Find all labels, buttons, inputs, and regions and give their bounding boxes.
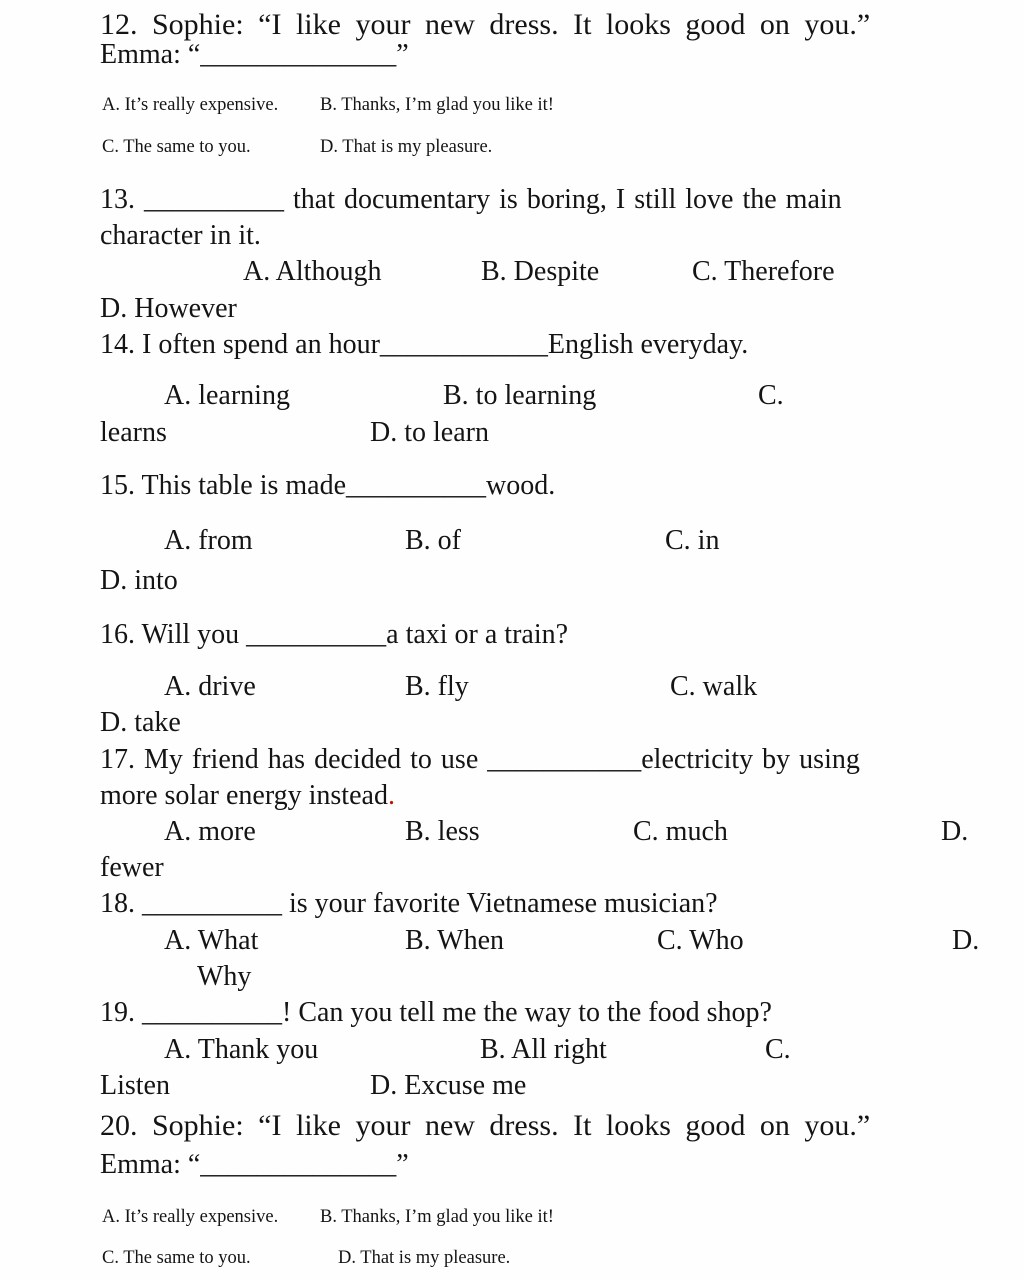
q19-option-d: D. Excuse me — [370, 1070, 527, 1101]
q16-option-d: D. take — [100, 707, 181, 738]
q15-option-c: C. in — [665, 525, 720, 556]
q13-option-c: C. Therefore — [692, 256, 835, 287]
q19-option-c-wrap: Listen — [100, 1070, 170, 1101]
q12-prompt-line1: 12. Sophie: “I like your new dress. It looks good on you.” — [100, 8, 871, 41]
q18-prompt-line1: 18. __________ is your favorite Vietnamese musician? — [100, 888, 718, 919]
q15-option-d: D. into — [100, 565, 178, 596]
q17-option-d-head: D. — [941, 816, 969, 847]
q17-red-period: . — [387, 780, 395, 811]
q15-option-a: A. from — [164, 525, 253, 556]
q13-prompt-line1: 13. __________ that documentary is boring, I still love the main — [100, 184, 842, 215]
q15-option-b: B. of — [405, 525, 461, 556]
q14-option-a: A. learning — [164, 380, 290, 411]
q20-option-b: B. Thanks, I’m glad you like it! — [320, 1207, 554, 1227]
q20-prompt-line2: Emma: “______________” — [100, 1149, 409, 1180]
q12-option-a: A. It’s really expensive. — [102, 95, 279, 115]
q19-prompt-line1: 19. __________! Can you tell me the way to the food shop? — [100, 997, 772, 1028]
q14-option-b: B. to learning — [443, 380, 597, 411]
q19-option-c-head: C. — [765, 1034, 791, 1065]
q17-option-c: C. much — [633, 816, 728, 847]
q12-option-c: C. The same to you. — [102, 137, 251, 157]
q20-option-c: C. The same to you. — [102, 1248, 251, 1268]
q17-prompt-line2 — [100, 781, 395, 812]
q18-option-d-wrap: Why — [197, 961, 252, 992]
q17-prompt-line2-text: more solar energy instead — [100, 780, 388, 811]
q19-option-a: A. Thank you — [164, 1034, 319, 1065]
q14-prompt-line1: 14. I often spend an hour____________English everyday. — [100, 329, 749, 360]
q17-option-a: A. more — [164, 816, 256, 847]
q12-prompt-line2: Emma: “______________” — [100, 39, 409, 70]
q17-option-d-wrap: fewer — [100, 852, 164, 883]
q18-option-b: B. When — [405, 925, 505, 956]
q13-option-b: B. Despite — [481, 256, 600, 287]
q18-option-d-head: D. — [952, 925, 980, 956]
q19-option-b: B. All right — [480, 1034, 607, 1065]
q20-option-d: D. That is my pleasure. — [338, 1248, 511, 1268]
q15-prompt-line1: 15. This table is made__________wood. — [100, 470, 556, 501]
q20-option-a: A. It’s really expensive. — [102, 1207, 279, 1227]
q20-prompt-line1: 20. Sophie: “I like your new dress. It looks good on you.” — [100, 1109, 871, 1142]
q16-option-c: C. walk — [670, 671, 758, 702]
q14-option-d: D. to learn — [370, 417, 489, 448]
q16-option-b: B. fly — [405, 671, 469, 702]
q12-option-d: D. That is my pleasure. — [320, 137, 493, 157]
q12-option-b: B. Thanks, I’m glad you like it! — [320, 95, 554, 115]
q16-prompt-line1: 16. Will you __________a taxi or a train? — [100, 619, 569, 650]
q17-option-b: B. less — [405, 816, 480, 847]
q18-option-c: C. Who — [657, 925, 744, 956]
q16-option-a: A. drive — [164, 671, 256, 702]
q14-option-c-wrap: learns — [100, 417, 167, 448]
q17-prompt-line1: 17. My friend has decided to use ___________electricity by using — [100, 744, 860, 775]
q18-option-a: A. What — [164, 925, 259, 956]
q13-option-d: D. However — [100, 293, 237, 324]
q14-option-c-head: C. — [758, 380, 784, 411]
q13-prompt-line2: character in it. — [100, 220, 261, 251]
q13-option-a: A. Although — [243, 256, 382, 287]
